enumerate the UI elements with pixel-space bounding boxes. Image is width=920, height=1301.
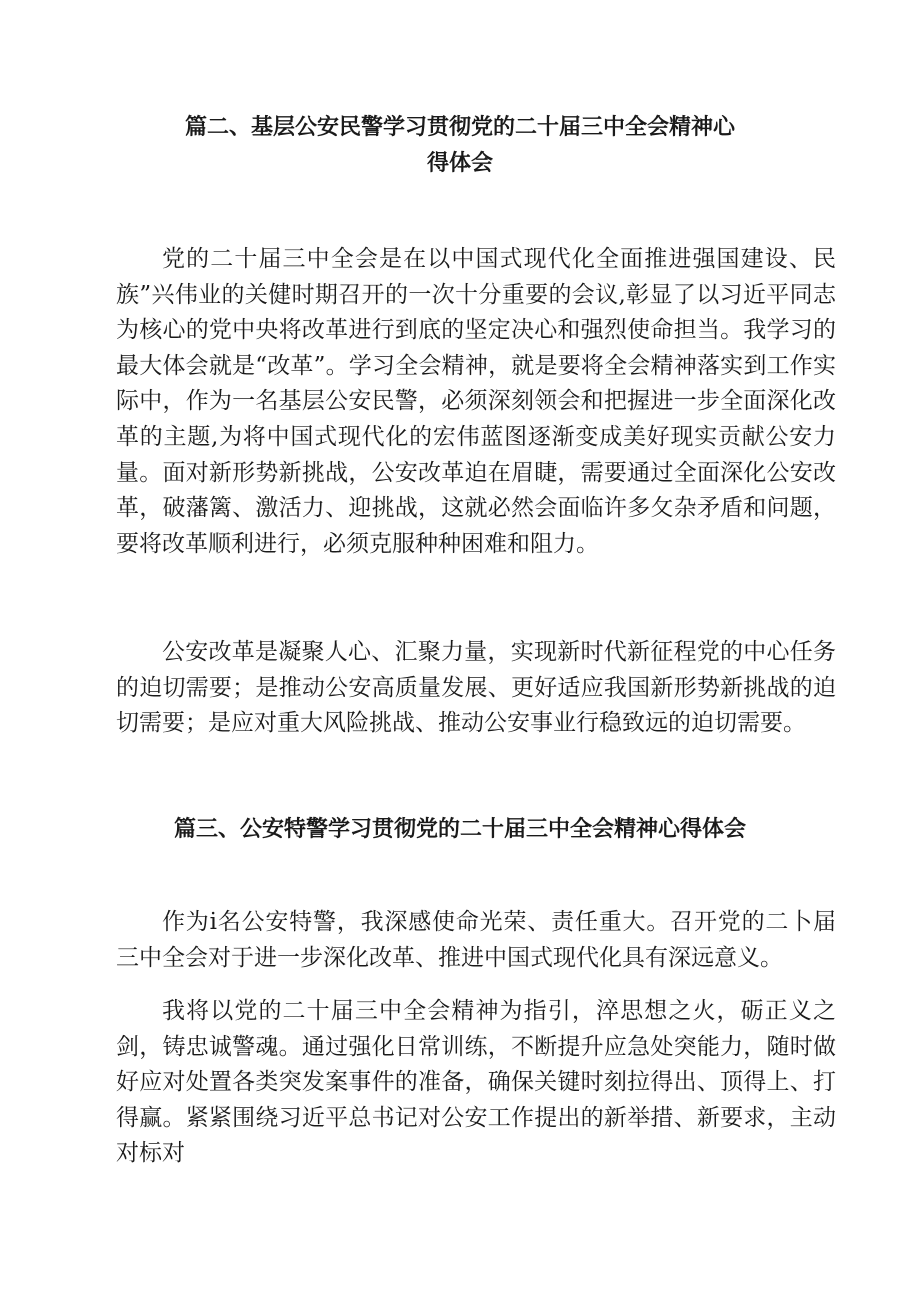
paragraph-special-police-intro: 作为i名公安特警，我深感使命光荣、责任重大。召开党的二卜届三中全会对于进一步深化改革、推进中国式现代化具有深远意义。 — [116, 909, 836, 971]
paragraph-special-police-commitment: 我将以党的二十届三中全会精神为指引，淬思想之火，砺正义之剑，铸忠诚警魂。通过强化日常训练，不断提升应急处突能力，随时做好应对处置各类突发案事件的准备，确保关键时刻拉得出、顶得上、打得赢。紧紧围绕习近平总书记对公安工作提出的新举措、新要求，主动对标对 — [116, 998, 836, 1167]
section-title-3 — [110, 812, 810, 848]
paragraph-reform-experience: 党的二十届三中全会是在以中国式现代化全面推进强国建设、民族”兴伟业的关健时期召开的一次十分重要的会议,彰显了以习近平同志为核心的党中央将改革进行到底的坚定决心和强烈使命担当。我学习的最大体会就是“改革”。学习全会精神，就是要将全会精神落实到工作实际中，作为一名基层公安民警，必须深刻领会和把握进一步全面深化改革的主题,为将中国式现代化的宏伟蓝图逐渐变成美好现实贡献公安力量。面对新形势新挑战，公安改革迫在眉睫，需要通过全面深化公安改革，破藩篱、激活力、迎挑战，这就必然会面临许多攵杂矛盾和问题，要将改革顺利进行，必须克服种种困难和阻力。 — [116, 246, 836, 557]
section-title-2-line-1: 篇二、基层公安民警学习贯彻党的二十届三中全会精神心 — [184, 115, 735, 140]
section-title-3-line-1: 篇三、公安特警学习贯彻党的二十届三中全会精神心得体会 — [173, 817, 746, 842]
paragraph-reform-needs: 公安改革是凝聚人心、汇聚力量，实现新时代新征程党的中心任务的迫切需要；是推动公安高质量发展、更好适应我国新形势新挑战的迫切需要；是应对重大风险挑战、推动公安事业行稳致远的迫切需要。 — [116, 639, 836, 737]
section-title-2 — [110, 110, 810, 182]
section-title-2-line-2: 得体会 — [426, 151, 493, 176]
